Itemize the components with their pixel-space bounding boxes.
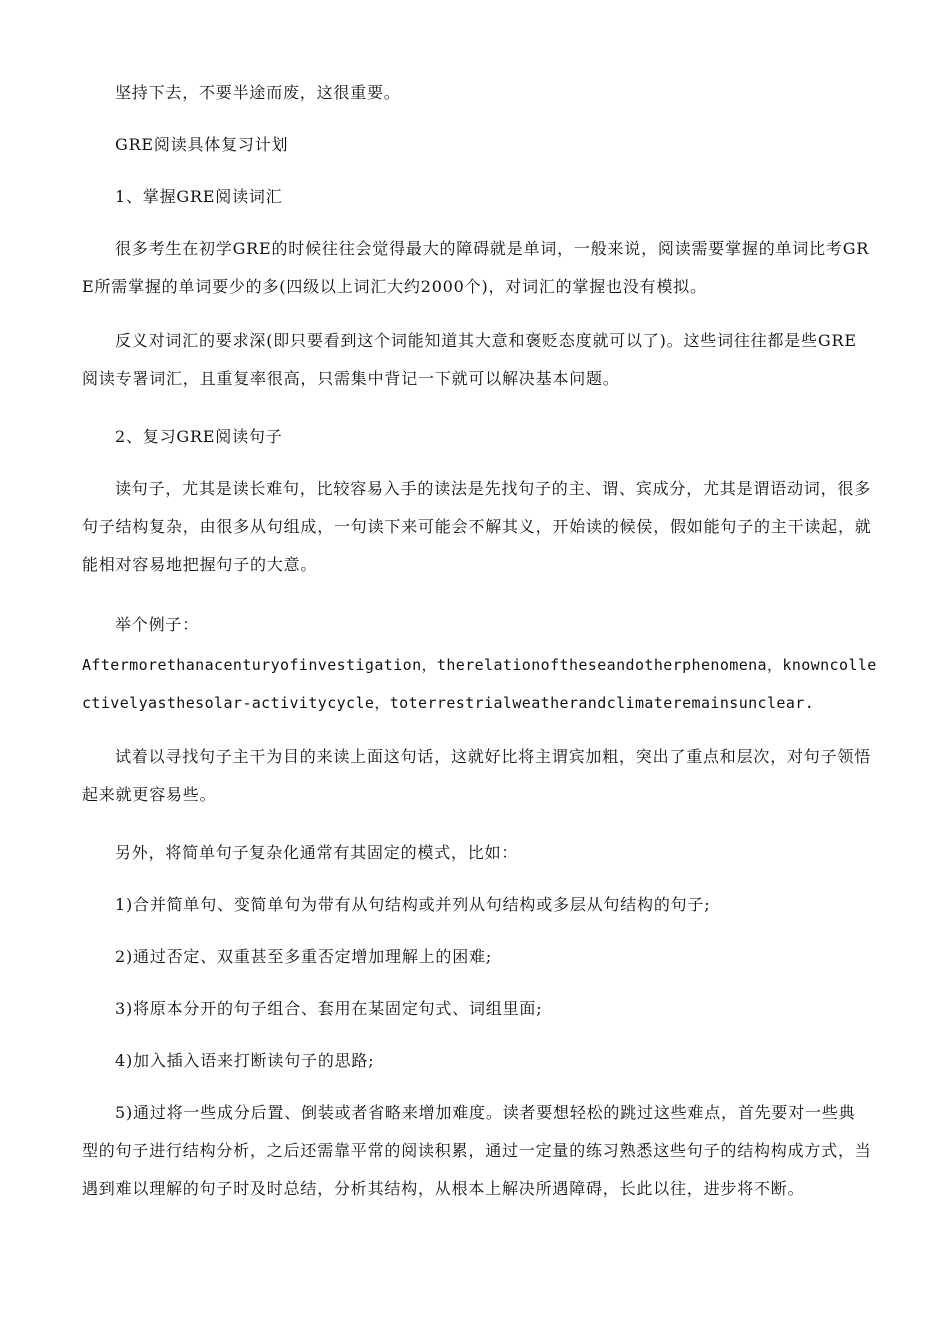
paragraph-example-label: 举个例子： [115, 615, 200, 634]
list-item-1: 1)合并简单句、变简单句为带有从句结构或并列从句结构或多层从句结构的句子; [115, 895, 711, 914]
paragraph-sentences: 读句子，尤其是读长难句，比较容易入手的读法是先找句子的主、谓、宾成分，尤其是谓语动词，很多句子结构复杂，由很多从句组成，一句读下来可能会不解其义，开始读的候侯，假如能句子的主干读起，就能相对容易地把握句子的大意。 [82, 479, 872, 574]
heading-vocabulary: 1、掌握GRE阅读词汇 [115, 187, 283, 206]
heading-sentences: 2、复习GRE阅读句子 [115, 427, 283, 446]
paragraph-persist: 坚持下去，不要半途而废，这很重要。 [115, 83, 401, 102]
paragraph-vocabulary-1: 很多考生在初学GRE的时候往往会觉得最大的障碍就是单词，一般来说，阅读需要掌握的单词比考GRE所需掌握的单词要少的多(四级以上词汇大约2000个)，对词汇的掌握也没有模拟。 [82, 239, 870, 296]
paragraph-main-clause: 试着以寻找句子主干为目的来读上面这句话，这就好比将主谓宾加粗，突出了重点和层次，对句子领悟起来就更容易些。 [82, 747, 872, 804]
paragraph-example-sentence: Aftermorethanacenturyofinvestigation，therelationoftheseandotherphenomena，knowncollectivelyasthesolar-activitycycle，toterrestrialweatherandclimateremainsunclear. [82, 656, 877, 712]
list-item-5: 5)通过将一些成分后置、倒装或者省略来增加难度。读者要想轻松的跳过这些难点，首先要对一些典型的句子进行结构分析，之后还需靠平常的阅读积累，通过一定量的练习熟悉这些句子的结构构成方式，当遇到难以理解的句子时及时总结，分析其结构，从根本上解决所遇障碍，长此以往，进步将不断。 [82, 1103, 872, 1198]
paragraph-vocabulary-2: 反义对词汇的要求深(即只要看到这个词能知道其大意和褒贬态度就可以了)。这些词往往都是些GRE阅读专署词汇，且重复率很高，只需集中背记一下就可以解决基本问题。 [82, 331, 857, 388]
list-item-4: 4)加入插入语来打断读句子的思路; [115, 1051, 375, 1070]
heading-review-plan: GRE阅读具体复习计划 [115, 135, 289, 154]
list-item-2: 2)通过否定、双重甚至多重否定增加理解上的困难; [115, 947, 493, 966]
paragraph-patterns-intro: 另外，将简单句子复杂化通常有其固定的模式，比如： [115, 843, 519, 862]
list-item-3: 3)将原本分开的句子组合、套用在某固定句式、词组里面; [115, 999, 543, 1018]
